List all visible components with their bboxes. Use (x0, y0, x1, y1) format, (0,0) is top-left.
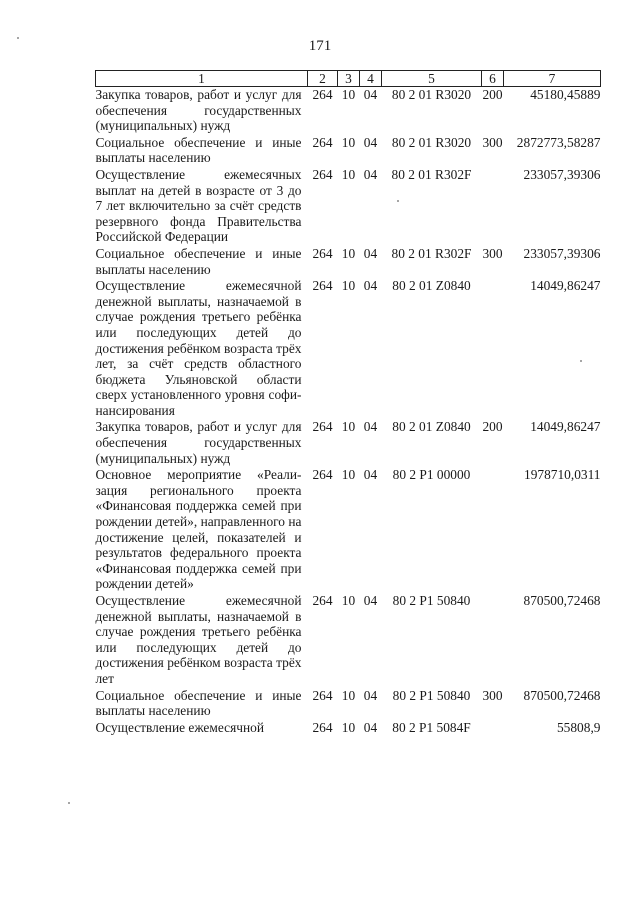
row-admin-code: 264 (312, 719, 333, 735)
row-admin-code: 264 (312, 278, 333, 294)
table-row (96, 167, 601, 246)
row-subsection: 04 (363, 245, 378, 261)
row-name: Социальное обеспечение и иные выплаты населению (95, 245, 302, 277)
row-expense-type (482, 720, 504, 737)
row-subsection: 04 (363, 87, 378, 102)
row-admin-code: 264 (312, 245, 333, 261)
row-section: 10 (341, 87, 356, 102)
row-subsection: 04 (363, 166, 378, 182)
row-expense-type (482, 593, 504, 688)
row-amount: 2872773,58287 (516, 134, 601, 150)
row-target-article: 80 2 01 Z0840 (392, 419, 471, 435)
table-row (96, 246, 601, 278)
row-section: 10 (341, 278, 356, 294)
row-amount: 233057,39306 (523, 166, 601, 182)
row-target-article: 80 2 01 R3020 (391, 134, 472, 150)
row-target-article: 80 2 01 Z0840 (392, 278, 471, 294)
row-expense-type: 300 (482, 687, 503, 703)
page-number: 171 (308, 38, 332, 54)
table-row (96, 720, 601, 737)
row-expense-type (482, 467, 504, 593)
row-target-article: 80 2 01 R3020 (391, 87, 472, 102)
row-section: 10 (341, 467, 356, 483)
row-subsection: 04 (363, 467, 378, 483)
row-subsection: 04 (363, 687, 378, 703)
row-admin-code: 264 (312, 87, 333, 102)
row-admin-code: 264 (312, 687, 333, 703)
header-col-6: 6 (482, 71, 504, 87)
row-section: 10 (341, 166, 356, 182)
row-target-article: 80 2 P1 50840 (392, 593, 471, 608)
row-subsection: 04 (363, 419, 378, 435)
row-target-article: 80 2 P1 5084F (392, 719, 471, 735)
row-section: 10 (341, 245, 356, 261)
row-section: 10 (341, 719, 356, 735)
row-name: Закупка товаров, работ и услуг для обеспечения государственных (муниципальных) нужд (95, 87, 302, 134)
row-amount: 870500,72468 (523, 593, 601, 608)
table-header (96, 71, 601, 87)
header-col-4: 4 (360, 71, 382, 87)
table-row (96, 278, 601, 419)
row-expense-type: 300 (482, 134, 503, 150)
scan-speck (580, 360, 582, 362)
row-amount: 1978710,0311 (524, 467, 601, 483)
row-name: Осуществление ежемесячной денежной выплаты, назначаемой в случае рождения третьего ребёнка или последующих детей до достижения ребёнком возраста трёх лет, за счёт средств областного бюджета Ульяновской области сверх установленного уровня софинансирования (95, 278, 302, 418)
row-name: Закупка товаров, работ и услуг для обеспечения государственных (муниципальных) нужд (95, 419, 302, 466)
table-row (96, 135, 601, 167)
row-name: Социальное обеспечение и иные выплаты населению (95, 134, 302, 166)
table-row (96, 688, 601, 720)
scan-speck (68, 802, 70, 804)
header-col-5: 5 (382, 71, 482, 87)
table-body (96, 87, 601, 737)
row-admin-code: 264 (312, 593, 333, 608)
row-name: Осуществление ежемесячных выплат на детей в возрасте от 3 до 7 лет включительно за счёт средств резервного фонда Правительства Российской Федерации (95, 166, 302, 245)
table-row (96, 467, 601, 593)
row-target-article: 80 2 01 R302F (391, 245, 472, 261)
row-name: Осуществление ежемесячной (95, 719, 264, 735)
header-col-2: 2 (308, 71, 338, 87)
row-name: Основное мероприятие «Реализация регионального проекта «Финансовая поддержка семей при рождении детей», направленного на достижение целей, показателей и результатов федерального проекта «Финансовая поддержка семей при рождении детей» (95, 467, 302, 592)
row-section: 10 (341, 687, 356, 703)
row-target-article: 80 2 P1 50840 (392, 687, 471, 703)
row-amount: 55808,9 (556, 719, 601, 735)
row-name: Социальное обеспечение и иные выплаты населению (95, 687, 302, 719)
header-col-7: 7 (504, 71, 601, 87)
header-col-1: 1 (96, 71, 308, 87)
row-admin-code: 264 (312, 166, 333, 182)
row-amount: 45180,45889 (530, 87, 601, 102)
row-section: 10 (341, 593, 356, 608)
scan-speck (397, 200, 399, 202)
row-section: 10 (341, 419, 356, 435)
row-subsection: 04 (363, 593, 378, 608)
row-subsection: 04 (363, 719, 378, 735)
row-expense-type: 200 (482, 419, 503, 435)
row-expense-type: 200 (482, 87, 503, 102)
header-col-3: 3 (338, 71, 360, 87)
row-admin-code: 264 (312, 134, 333, 150)
table-row (96, 87, 601, 135)
row-expense-type (482, 278, 504, 419)
budget-table (95, 70, 601, 736)
table-row (96, 419, 601, 467)
row-target-article: 80 2 P1 00000 (392, 467, 471, 483)
row-subsection: 04 (363, 278, 378, 294)
row-target-article: 80 2 01 R302F (391, 166, 472, 182)
row-expense-type (482, 167, 504, 246)
row-admin-code: 264 (312, 467, 333, 483)
row-amount: 14049,86247 (530, 278, 601, 294)
table-row (96, 593, 601, 688)
row-amount: 870500,72468 (523, 687, 601, 703)
row-name: Осуществление ежемесячной денежной выплаты, назначаемой в случае рождения третьего ребёнка или последующих детей до достижения ребёнком возраста трёх лет (95, 593, 302, 686)
row-section: 10 (341, 134, 356, 150)
row-admin-code: 264 (312, 419, 333, 435)
row-amount: 14049,86247 (530, 419, 601, 435)
row-amount: 233057,39306 (523, 245, 601, 261)
row-expense-type: 300 (482, 245, 503, 261)
scan-speck (17, 37, 19, 39)
row-subsection: 04 (363, 134, 378, 150)
